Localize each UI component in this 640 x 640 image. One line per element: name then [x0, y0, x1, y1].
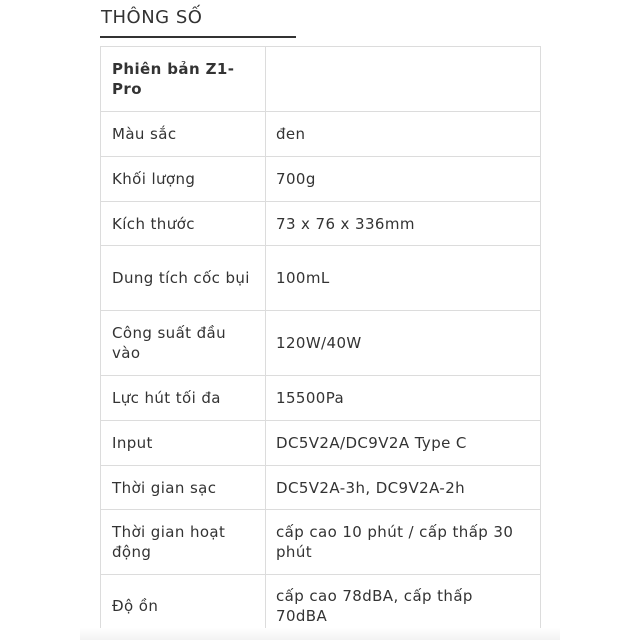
spec-header-label: Phiên bản Z1-Pro [101, 47, 266, 112]
spec-label: Khối lượng [101, 157, 266, 202]
spec-label: Thời gian sạc [101, 466, 266, 510]
spec-value: 15500Pa [266, 376, 541, 421]
table-row [101, 246, 541, 311]
spec-label: Thời gian hoạt động [101, 510, 266, 575]
spec-label: Lực hút tối đa [101, 376, 266, 421]
table-row [101, 510, 541, 575]
table-row [101, 202, 541, 246]
spec-value: DC5V2A/DC9V2A Type C [266, 421, 541, 466]
spec-header-value [266, 47, 541, 112]
table-row [101, 421, 541, 466]
spec-label: Công suất đầu vào [101, 311, 266, 376]
bottom-shadow [80, 628, 560, 640]
table-row [101, 376, 541, 421]
section-title: THÔNG SỐ [101, 7, 203, 28]
spec-label: Độ ồn [101, 575, 266, 637]
spec-label: Màu sắc [101, 112, 266, 157]
spec-value: cấp cao 10 phút / cấp thấp 30 phút [266, 510, 541, 575]
spec-value: 700g [266, 157, 541, 202]
spec-table-header-row [101, 47, 541, 112]
spec-label: Dung tích cốc bụi [101, 246, 266, 311]
section-title-underline [100, 36, 296, 38]
table-row [101, 157, 541, 202]
spec-value: cấp cao 78dBA, cấp thấp 70dBA [266, 575, 541, 637]
spec-value: 100mL [266, 246, 541, 311]
table-row [101, 311, 541, 376]
table-row [101, 466, 541, 510]
spec-label: Kích thước [101, 202, 266, 246]
spec-value: 120W/40W [266, 311, 541, 376]
table-row [101, 112, 541, 157]
spec-label: Input [101, 421, 266, 466]
spec-value: DC5V2A-3h, DC9V2A-2h [266, 466, 541, 510]
spec-value: đen [266, 112, 541, 157]
spec-table [100, 46, 541, 637]
spec-value: 73 x 76 x 336mm [266, 202, 541, 246]
